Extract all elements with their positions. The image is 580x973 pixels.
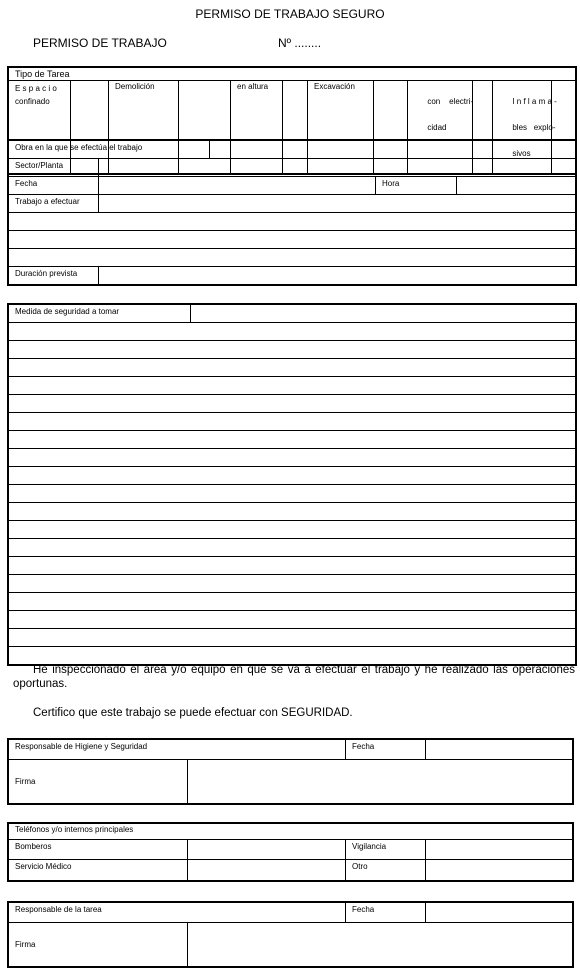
fecha-label: Fecha [9,177,99,195]
hse-fecha-field[interactable] [426,740,573,760]
option-line: sivos [512,149,531,158]
task-firma-label: Firma [9,923,188,967]
task-type-label: Tipo de Tarea [9,68,576,81]
hora-label: Hora [376,177,457,195]
option-line: I n f l a m a - [512,97,557,106]
bomberos-field[interactable] [188,840,346,860]
vigilancia-label: Vigilancia [346,840,426,860]
option-line: Excavación [314,82,355,91]
safety-label: Medida de seguridad a tomar [9,305,191,323]
option-line: cidad [427,123,447,132]
sector-field[interactable] [99,159,576,177]
hse-signature-table [8,739,573,804]
task-responsable-label: Responsable de la tarea [9,903,346,923]
hse-firma-field[interactable] [188,760,573,804]
hse-fecha-label: Fecha [346,740,426,760]
bomberos-label: Bomberos [9,840,188,860]
safety-line[interactable] [9,449,576,467]
task-fecha-label: Fecha [346,903,426,923]
obra-field[interactable] [210,141,576,159]
duracion-field[interactable] [99,267,576,285]
option-line: en altura [237,82,269,91]
hse-responsable-label: Responsable de Higiene y Seguridad [9,740,346,760]
safety-line[interactable] [9,431,576,449]
safety-line[interactable] [9,323,576,341]
option-line: bles explo- [512,123,556,132]
work-info-table [8,140,576,285]
medico-field[interactable] [188,860,346,881]
trabajo-label: Trabajo a efectuar [9,195,99,213]
safety-line[interactable] [9,377,576,395]
obra-label: Obra en la que se efectúa el trabajo [9,141,210,159]
safety-line[interactable] [9,647,576,665]
safety-line[interactable] [9,593,576,611]
certification-statement: Certifico que este trabajo se puede efectuar con SEGURIDAD. [33,707,353,719]
hora-field[interactable] [457,177,576,195]
safety-line[interactable] [9,557,576,575]
safety-line[interactable] [9,467,576,485]
task-fecha-field[interactable] [426,903,573,923]
trabajo-field[interactable] [99,195,576,213]
safety-field[interactable] [191,305,576,323]
safety-line[interactable] [9,395,576,413]
safety-line[interactable] [9,503,576,521]
safety-measures-table [8,304,576,665]
medico-label: Servicio Médico [9,860,188,881]
option-line: con electri- [427,97,474,106]
task-firma-field[interactable] [188,923,573,967]
fecha-field[interactable] [99,177,376,195]
duracion-label: Duración prevista [9,267,99,285]
form-title: PERMISO DE TRABAJO SEGURO [195,7,385,21]
phones-label: Teléfonos y/o internos principales [9,824,573,840]
safety-line[interactable] [9,539,576,557]
permit-label: PERMISO DE TRABAJO [33,36,167,50]
safety-line[interactable] [9,485,576,503]
option-line: E s p a c i o [15,84,57,93]
vigilancia-field[interactable] [426,840,573,860]
safety-line[interactable] [9,611,576,629]
option-line: Demolición [115,82,155,91]
trabajo-line[interactable] [9,231,576,249]
trabajo-line[interactable] [9,249,576,267]
trabajo-line[interactable] [9,213,576,231]
otro-label: Otro [346,860,426,881]
phones-table [8,823,573,881]
otro-field[interactable] [426,860,573,881]
safety-line[interactable] [9,413,576,431]
safety-line[interactable] [9,341,576,359]
sector-label: Sector/Planta [9,159,99,177]
safety-line[interactable] [9,359,576,377]
task-signature-table [8,902,573,967]
inspection-statement: He inspeccionado el área y/o equipo en que se va a efectuar el trabajo y he realizado las operaciones oportunas. [13,664,575,690]
safety-line[interactable] [9,575,576,593]
permit-number: Nº ........ [278,36,322,50]
hse-firma-label: Firma [9,760,188,804]
safety-line[interactable] [9,521,576,539]
option-line: confinado [15,97,50,106]
safety-line[interactable] [9,629,576,647]
